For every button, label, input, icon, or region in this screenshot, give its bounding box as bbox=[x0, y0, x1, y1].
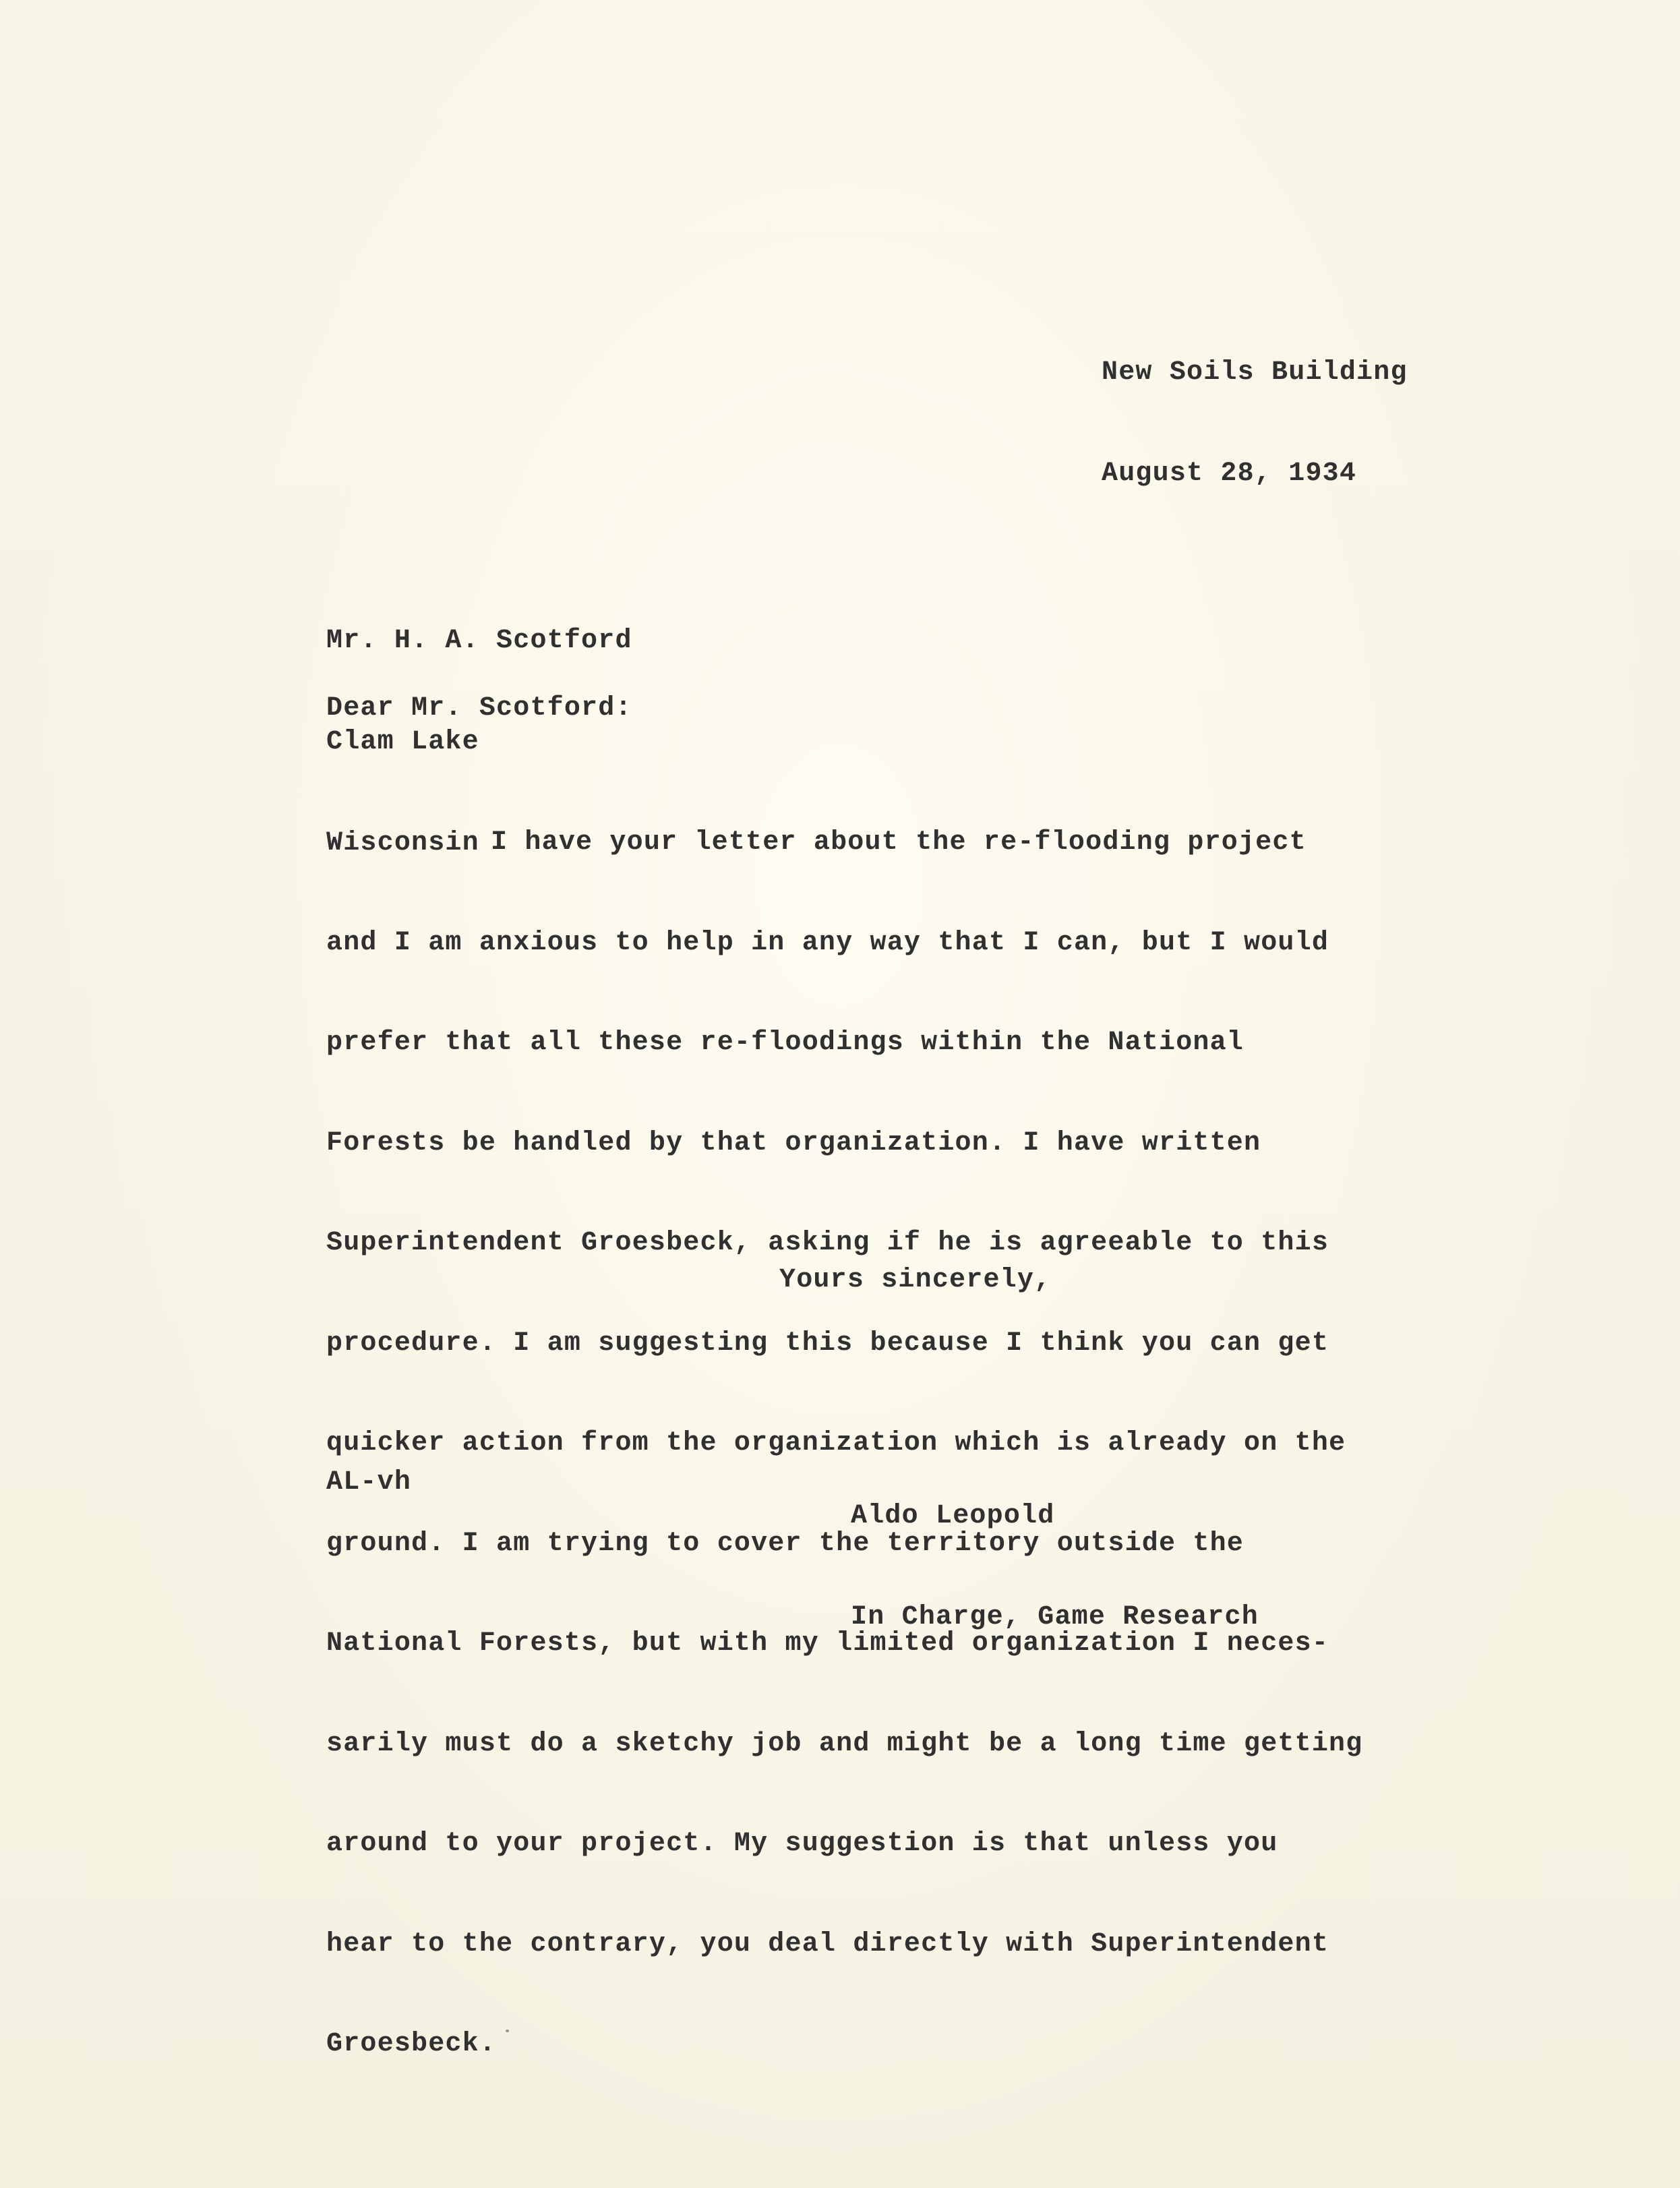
body-line: ground. I am trying to cover the territory outside the bbox=[326, 1528, 1244, 1559]
body-line: National Forests, but with my limited organization I neces- bbox=[326, 1628, 1329, 1659]
signer-title: In Charge, Game Research bbox=[851, 1602, 1259, 1632]
letter-date: August 28, 1934 bbox=[1102, 459, 1357, 489]
letterhead bbox=[1102, 289, 1408, 558]
body-line: I have your letter about the re-flooding project bbox=[491, 827, 1307, 858]
body-line: procedure. I am suggesting this because I think you can get bbox=[326, 1328, 1329, 1359]
sender-location: New Soils Building bbox=[1102, 357, 1408, 388]
body-line: sarily must do a sketchy job and might be a long time getting bbox=[326, 1728, 1363, 1759]
paper-speck bbox=[506, 2030, 509, 2032]
body-line: quicker action from the organization which is already on the bbox=[326, 1428, 1346, 1458]
body-line: Superintendent Groesbeck, asking if he is agreeable to this bbox=[326, 1228, 1329, 1258]
recipient-town: Clam Lake bbox=[326, 727, 479, 757]
recipient-state: Wisconsin bbox=[326, 828, 479, 858]
body-line: prefer that all these re-floodings within the National bbox=[326, 1028, 1244, 1058]
signature-block bbox=[851, 1432, 1259, 1702]
recipient-name: Mr. H. A. Scotford bbox=[326, 626, 632, 656]
body-line: hear to the contrary, you deal directly with Superintendent bbox=[326, 1928, 1329, 1959]
body-line: Forests be handled by that organization. I have written bbox=[326, 1127, 1261, 1158]
body-line: Groesbeck. bbox=[326, 2029, 497, 2059]
signer-name: Aldo Leopold bbox=[851, 1501, 1055, 1531]
salutation: Dear Mr. Scotford: bbox=[326, 693, 632, 723]
typist-initials: AL-vh bbox=[326, 1467, 412, 1498]
closing: Yours sincerely, bbox=[779, 1265, 1052, 1295]
body-line: around to your project. My suggestion is that unless you bbox=[326, 1829, 1278, 1859]
body-line: and I am anxious to help in any way that I can, but I would bbox=[326, 927, 1329, 958]
